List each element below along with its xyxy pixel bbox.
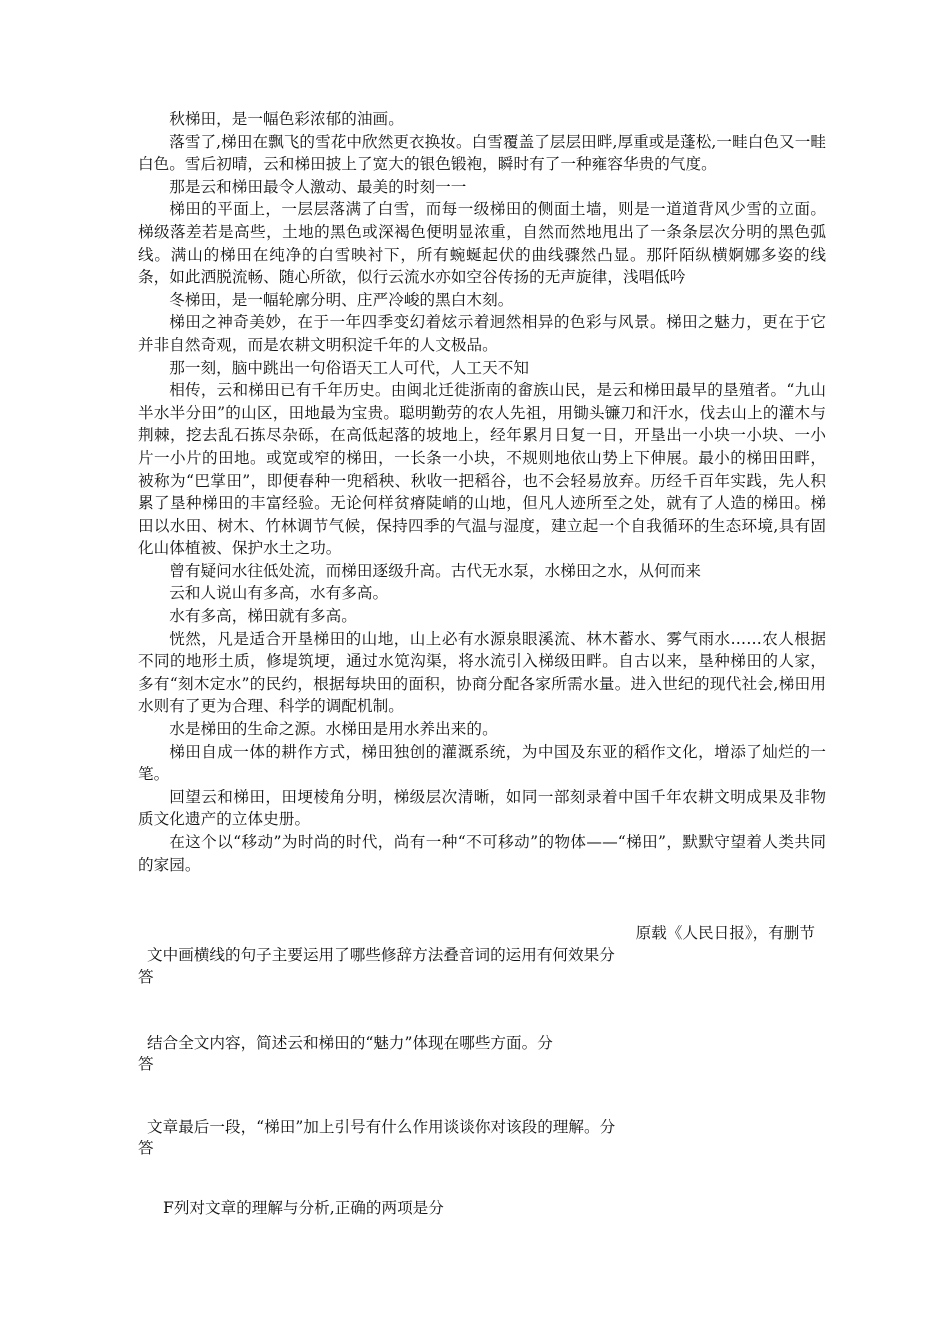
question-1-prompt: 文中画横线的句子主要运用了哪些修辞方法叠音词的运用有何效果分	[147, 946, 615, 964]
paragraph: 秋梯田，是一幅色彩浓郁的油画。	[169, 110, 404, 128]
question-1-answer-label: 答	[138, 968, 154, 986]
article-body	[138, 108, 826, 876]
paragraph: 梯田之神奇美妙，在于一年四季变幻着炫示着迥然相异的色彩与风景。梯田之魅力，更在于它并非自然奇观，而是农耕文明积淀千年的人文极品。	[138, 313, 826, 354]
paragraph: 水是梯田的生命之源。水梯田是用水养出来的。	[169, 720, 498, 739]
paragraph: 曾有疑问水往低处流，而梯田逐级升高。古代无水泵，水梯田之水，从何而来	[169, 561, 702, 580]
paragraph: 在这个以“移动”为时尚的时代，尚有一种“不可移动”的物体——“梯田”，默默守望着人类共同的家园。	[138, 833, 826, 874]
paragraph: 冬梯田，是一幅轮廓分明、庄严冷峻的黑白木刻。	[169, 290, 514, 309]
question-2-prompt: 结合全文内容，简述云和梯田的“魅力”体现在哪些方面。分	[147, 1034, 553, 1052]
paragraph: 恍然，凡是适合开垦梯田的山地，山上必有水源泉眼溪流、林木蓄水、雾气雨水……农人根据不同的地形土质，修堤筑埂，通过水笕沟渠，将水流引入梯级田畔。自古以来，垦种梯田的人家，多有“刻木定水”的民约，根据每块田的面积，协商分配各家所需水量。进入世纪的现代社会,梯田用水则有了更为合理、科学的调配机制。	[138, 629, 826, 716]
question-2-answer-label: 答	[138, 1055, 154, 1073]
question-4-prompt: F列对文章的理解与分析,正确的两项是分	[163, 1199, 444, 1217]
paragraph: 云和人说山有多高，水有多高。	[169, 584, 389, 603]
paragraph: 水有多高，梯田就有多高。	[169, 607, 357, 626]
question-3-prompt: 文章最后一段，“梯田”加上引号有什么作用谈谈你对该段的理解。分	[147, 1118, 616, 1136]
paragraph: 那一刻，脑中跳出一句俗语天工人可代，人工天不知	[169, 358, 529, 377]
paragraph: 梯田自成一体的耕作方式，梯田独创的灌溉系统，为中国及东亚的稻作文化，增添了灿烂的一笔。	[138, 742, 826, 784]
article-source: 原载《人民日报》，有删节	[635, 924, 815, 942]
paragraph: 梯田的平面上，一层层落满了白雪，而每一级梯田的侧面土墙，则是一道道背风少雪的立面。梯级落差若是高些，土地的黑色或深褐色便明显浓重，自然而然地甩出了一条条层次分明的黑色弧线。满山的梯田在纯净的白雪映衬下，所有蜿蜒起伏的曲线骤然凸显。那阡陌纵横婀娜多姿的线条，如此洒脱流畅、随心所欲，似行云流水亦如空谷传扬的无声旋律，浅唱低吟	[138, 200, 826, 287]
paragraph: 那是云和梯田最令人激动、最美的时刻一一	[169, 177, 467, 196]
paragraph: 落雪了,梯田在飘飞的雪花中欣然更衣换妆。白雪覆盖了层层田畔,厚重或是蓬松,一畦白色又一畦白色。雪后初晴，云和梯田披上了宽大的银色锻袍，瞬时有了一种雍容华贵的气度。	[138, 132, 826, 174]
paragraph: 回望云和梯田，田埂棱角分明，梯级层次清晰，如同一部刻录着中国千年农耕文明成果及非物质文化遗产的立体史册。	[138, 787, 826, 829]
paragraph: 相传，云和梯田已有千年历史。由闽北迁徙浙南的畲族山民，是云和梯田最早的垦殖者。“九山半水半分田”的山区，田地最为宝贵。聪明勤劳的农人先祖，用锄头镰刀和汗水，伐去山上的灌木与荆棘，挖去乱石拣尽杂砾，在高低起落的坡地上，经年累月日复一日，开垦出一小块一小块、一小片一小片的田地。或宽或窄的梯田，一长条一小块，不规则地依山势上下伸展。最小的梯田田畔，被称为“巴掌田”，即便春种一兜稻秧、秋收一把稻谷，也不会轻易放弃。历经千百年实践，先人积累了垦种梯田的丰富经验。无论何样贫瘠陡峭的山地，但凡人迹所至之处，就有了人造的梯田。梯田以水田、树木、竹林调节气候，保持四季的气温与湿度，建立起一个自我循环的生态环境,具有固化山体植被、保护水土之功。	[138, 381, 826, 558]
question-3-answer-label: 答	[138, 1139, 154, 1157]
